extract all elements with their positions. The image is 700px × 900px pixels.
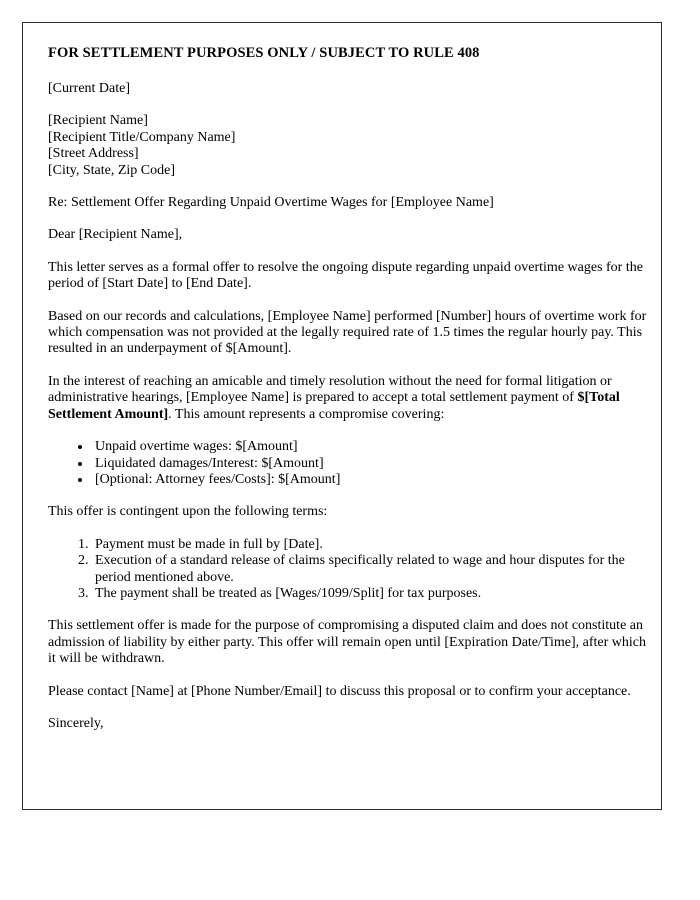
recipient-address-block <box>48 113 653 179</box>
date-line: [Current Date] <box>48 81 131 96</box>
list-item: • [Optional: Attorney fees/Costs]: $[Amount] <box>92 472 653 488</box>
settlement-text-before-amount: In the interest of reaching an amicable and timely resolution without the need for formal litigation or administrative hearings, [Employee Name] is prepared to accept a total settlement payment of <box>48 373 612 406</box>
list-item: 2. Execution of a standard release of claims specifically related to wage and hour disputes for the period mentioned above. <box>92 553 653 586</box>
paragraph-settlement-amount <box>48 374 653 423</box>
list-item: 1. Payment must be made in full by [Date]. <box>92 537 653 553</box>
paragraph-no-liability-admission: This settlement offer is made for the purpose of compromising a disputed claim and does not constitute an admission of liability by either party. This offer will remain open until [Expiration Date/Time], after which it will be withdrawn. <box>48 618 646 667</box>
list-item: • Liquidated damages/Interest: $[Amount] <box>92 456 653 472</box>
total-settlement-amount-placeholder: $[Total Settlement Amount] <box>48 390 620 422</box>
document-heading: FOR SETTLEMENT PURPOSES ONLY / SUBJECT TO RULE 408 <box>48 45 480 61</box>
document-body <box>23 23 661 732</box>
paragraph-offer-intro: This letter serves as a formal offer to resolve the ongoing dispute regarding unpaid overtime wages for the period of [Start Date] to [End Date]. <box>48 259 643 292</box>
salutation: Dear [Recipient Name], <box>48 227 183 243</box>
signoff-line: Sincerely, <box>48 715 104 731</box>
list-item: • Unpaid overtime wages: $[Amount] <box>92 439 653 455</box>
recipient-name-line: [Recipient Name] <box>48 113 148 129</box>
subject-line: Re: Settlement Offer Regarding Unpaid Overtime Wages for [Employee Name] <box>48 195 494 211</box>
recipient-street-address-line: [Street Address] <box>48 146 139 162</box>
recipient-title-company-line: [Recipient Title/Company Name] <box>48 129 236 145</box>
settlement-text-after-amount: . This amount represents a compromise covering: <box>168 406 445 422</box>
terms-conditions-list <box>48 537 653 603</box>
paragraph-calculation: Based on our records and calculations, [Employee Name] performed [Number] hours of overtime work for which compensation was not provided at the legally required rate of 1.5 times the regular hourly pay. This resulted in an underpayment of $[Amount]. <box>48 308 647 357</box>
document-page <box>22 22 662 810</box>
terms-intro-line: This offer is contingent upon the following terms: <box>48 504 328 520</box>
list-item: 3. The payment shall be treated as [Wages/1099/Split] for tax purposes. <box>92 586 653 602</box>
recipient-city-state-zip-line: [City, State, Zip Code] <box>48 162 176 178</box>
compromise-components-list <box>48 439 653 488</box>
paragraph-contact: Please contact [Name] at [Phone Number/Email] to discuss this proposal or to confirm your acceptance. <box>48 683 631 699</box>
